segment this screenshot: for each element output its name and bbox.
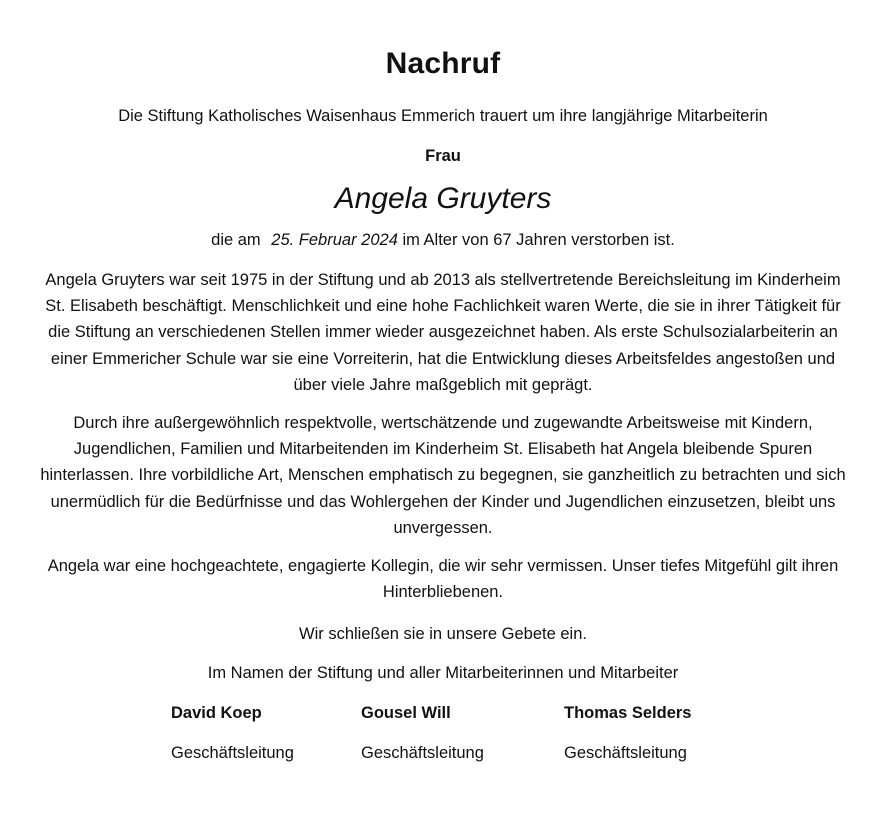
signatory-role: Geschäftsleitung — [171, 744, 294, 763]
death-line-prefix: die am — [211, 231, 261, 249]
signatory-name: Thomas Selders — [564, 704, 692, 723]
paragraph-condolence: Angela war eine hochgeachtete, engagierte Kollegin, die wir sehr vermissen. Unser tiefes Mitgefühl gilt ihren Hinterbliebenen. — [47, 557, 839, 602]
salutation: Frau — [425, 147, 461, 165]
signatory — [361, 702, 484, 764]
signature-block — [0, 702, 886, 782]
page-title: Nachruf — [385, 47, 501, 80]
death-date: 25. Februar 2024 — [271, 231, 398, 249]
death-line-suffix: im Alter von 67 Jahren verstorben ist. — [397, 231, 675, 249]
signatory — [171, 702, 294, 764]
signatory-role: Geschäftsleitung — [564, 744, 687, 763]
on-behalf-line: Im Namen der Stiftung und aller Mitarbeiterinnen und Mitarbeiter — [207, 664, 679, 683]
signatory-name: David Koep — [171, 704, 262, 723]
prayer-line: Wir schließen sie in unsere Gebete ein. — [299, 625, 587, 644]
death-date-line — [0, 229, 886, 251]
signatory — [564, 702, 691, 764]
paragraph-character: Durch ihre außergewöhnlich respektvolle, wertschätzende und zugewandte Arbeitsweise mit Kindern, Jugendlichen, Familien und Mitarbeitenden im Kinderheim St. Elisabeth hat Angela bleibende Spuren hinterlassen. Ihre vorbildliche Art, Menschen emphatisch zu begegnen, sie ganzheitlich zu betrachten und sich unermüdlich für die Bedürfnisse und das Wohlergehen der Kinder und Jugendlichen einzusetzen, bleibt uns unvergessen. — [40, 414, 846, 537]
paragraph-career: Angela Gruyters war seit 1975 in der Stiftung und ab 2013 als stellvertretende Bereichsleitung im Kinderheim St. Elisabeth beschäftigt. Menschlichkeit und eine hohe Fachlichkeit waren Werte, die sie in ihrer Tätigkeit für die Stiftung an verschiedenen Stellen immer wieder ausgezeichnet haben. Als erste Schulsozialarbeiterin an einer Emmericher Schule war sie eine Vorreiterin, hat die Entwicklung dieses Arbeitsfeldes angestoßen und über viele Jahre maßgeblich mit geprägt. — [45, 271, 841, 394]
deceased-name: Angela Gruyters — [334, 182, 552, 215]
signatory-role: Geschäftsleitung — [361, 744, 484, 763]
signatory-name: Gousel Will — [361, 704, 451, 723]
intro-text: Die Stiftung Katholisches Waisenhaus Emmerich trauert um ihre langjährige Mitarbeiterin — [118, 107, 768, 125]
